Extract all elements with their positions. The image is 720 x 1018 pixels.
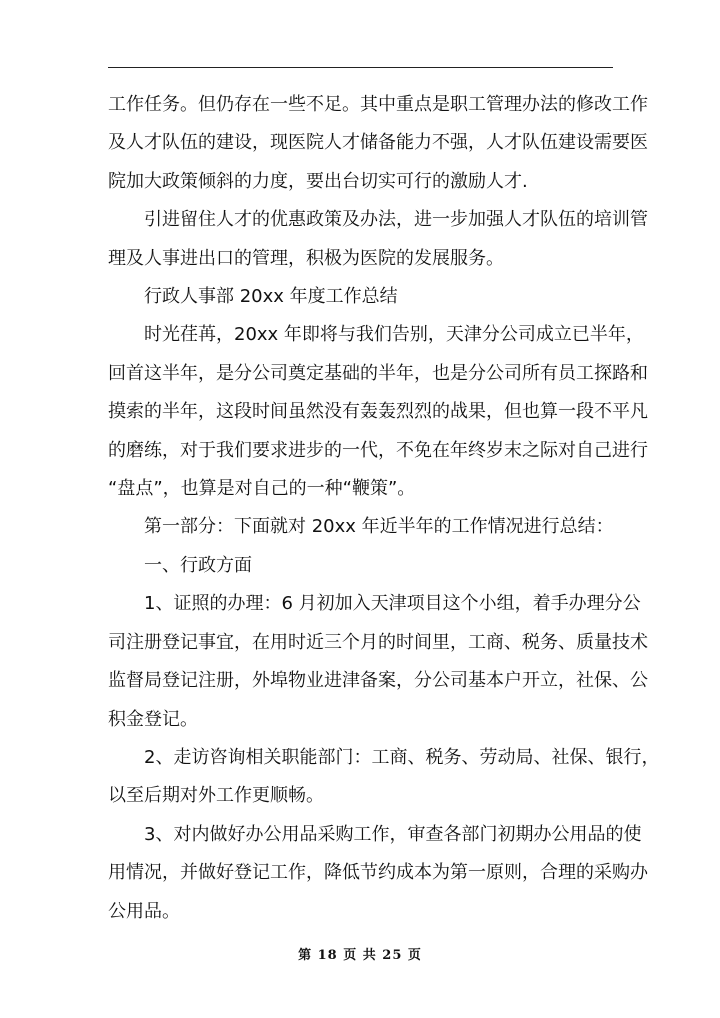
text-line: 2、走访咨询相关职能部门：工商、税务、劳动局、社保、银行， [144,746,660,768]
text-line: 摸索的半年，这段时间虽然没有轰轰烈烈的战果，但也算一段不平凡 [108,401,648,423]
section-heading [108,278,618,316]
text-line: 行政人事部 20xx 年度工作总结 [144,286,398,308]
paragraph [108,739,660,816]
text-line: 以至后期对外工作更顺畅。 [108,785,324,807]
header-divider [108,67,613,68]
text-line: 司注册登记事宜，在用时近三个月的时间里，工商、税务、质量技术 [108,631,648,653]
paragraph [108,86,648,201]
paragraph [108,816,648,931]
text-line: 院加大政策倾斜的力度，要出台切实可行的激励人才. [108,170,528,192]
text-line: 的磨练，对于我们要求进步的一代，不免在年终岁末之际对自己进行 [108,439,648,461]
paragraph [108,585,648,739]
text-line: 时光荏苒，20xx 年即将与我们告别，天津分公司成立已半年， [144,324,644,346]
text-line: “盘点”，也算是对自己的一种“鞭策”。 [108,478,416,500]
text-line: 积金登记。 [108,708,198,730]
text-line: 3、对内做好办公用品采购工作，审查各部门初期办公用品的使 [144,823,642,845]
text-line: 用情况，并做好登记工作，降低节约成本为第一原则，合理的采购办 [108,862,648,884]
text-line: 一、行政方面 [144,554,252,576]
paragraph [108,508,618,546]
text-line: 监督局登记注册，外埠物业进津备案，分公司基本户开立，社保、公 [108,670,648,692]
text-line: 及人才队伍的建设，现医院人才储备能力不强，人才队伍建设需要医 [108,132,648,154]
text-line: 工作任务。但仍存在一些不足。其中重点是职工管理办法的修改工作 [108,94,648,115]
document-body [108,86,660,931]
paragraph [108,201,648,278]
paragraph [108,316,648,508]
text-line: 引进留住人才的优惠政策及办法，进一步加强人才队伍的培训管 [144,209,648,231]
subsection-heading [108,547,618,585]
text-line: 1、证照的办理：6 月初加入天津项目这个小组，着手办理分公 [144,593,641,615]
text-line: 回首这半年，是分公司奠定基础的半年，也是分公司所有员工探路和 [108,362,648,384]
text-line: 第一部分：下面就对 20xx 年近半年的工作情况进行总结： [144,516,614,538]
text-line: 理及人事进出口的管理，积极为医院的发展服务。 [108,247,504,269]
page-number: 第 18 页 共 25 页 [298,948,422,963]
text-line: 公用品。 [108,900,180,922]
